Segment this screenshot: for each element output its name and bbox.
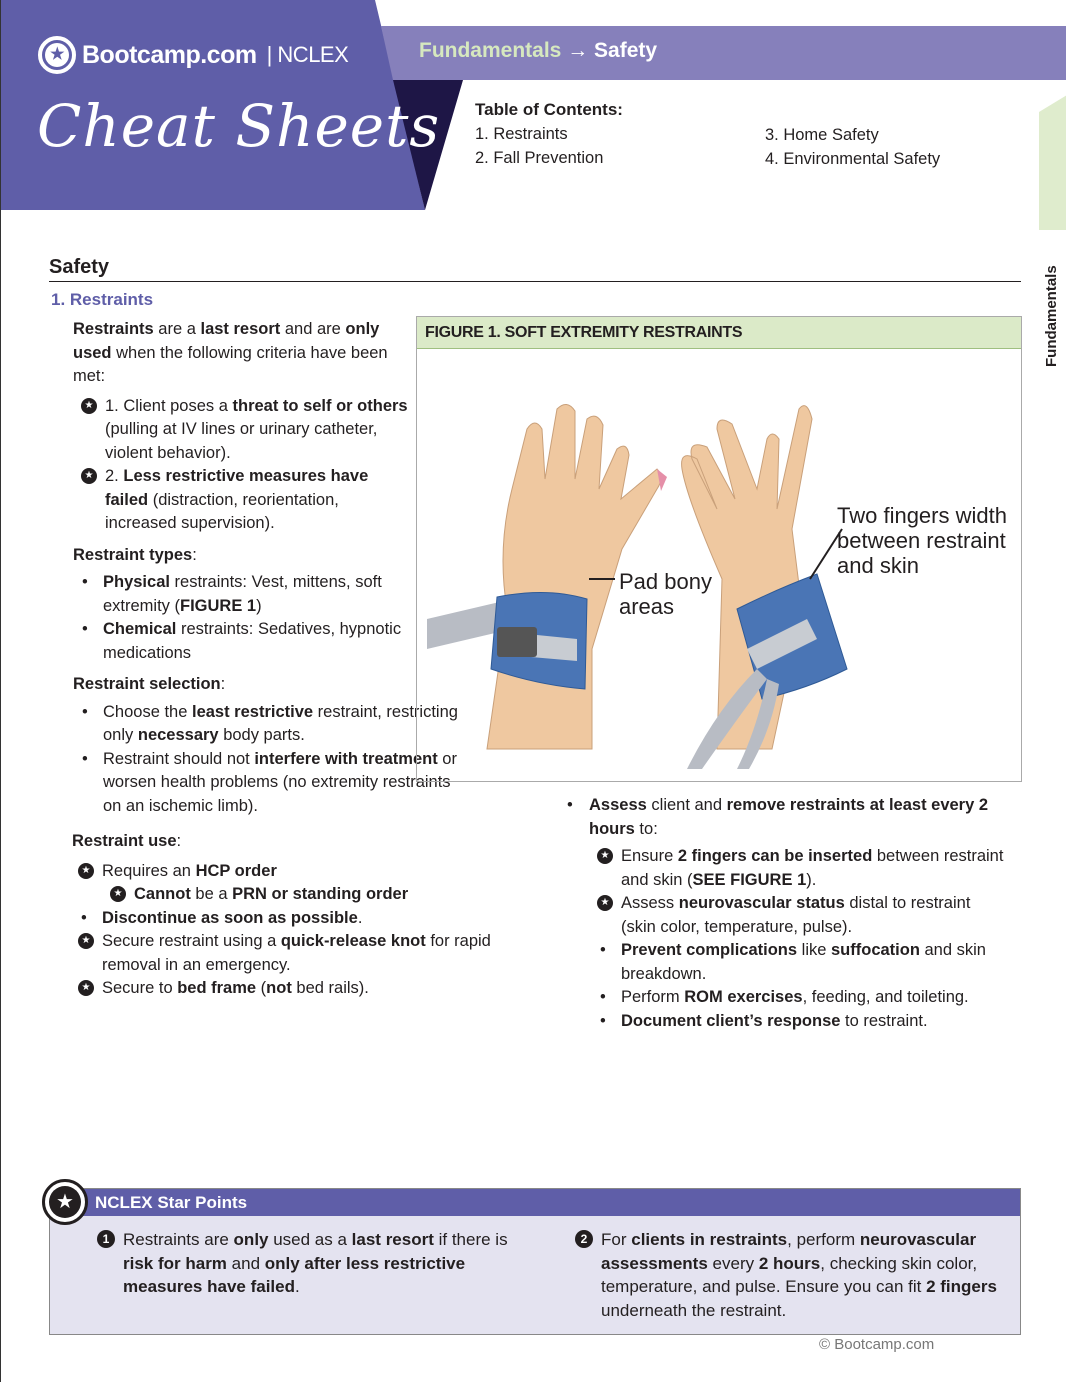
toc-item[interactable]: 4. Environmental Safety: [765, 150, 941, 168]
text-segment: , feeding, and toileting.: [802, 988, 969, 1006]
text-segment: Requires an: [102, 861, 196, 880]
emphasis-text: Document client’s response: [621, 1011, 841, 1030]
emphasis-text: Restraints: [73, 320, 154, 338]
list-item: [591, 892, 1007, 939]
text-segment: .: [357, 908, 363, 927]
bullet-icon: •: [567, 796, 573, 814]
text-segment: ).: [806, 870, 817, 889]
brand-product: | NCLEX: [266, 42, 349, 67]
star-point-text: [601, 1230, 997, 1320]
list-item-text: [102, 979, 369, 997]
text-segment: Ensure: [621, 847, 678, 865]
text-segment: , checking skin color, temperature, and pulse. Ensure you can fit: [601, 1253, 978, 1296]
emphasis-text: 2 hours: [758, 1253, 821, 1273]
breadcrumb-page: Safety: [594, 39, 658, 62]
list-item: [591, 939, 1007, 986]
types-text: [103, 620, 401, 662]
star-bullet-icon: ★: [81, 468, 97, 484]
emphasis-text: only after less restrictive measures have failed: [123, 1253, 466, 1296]
text-segment: body parts.: [218, 726, 305, 744]
bullet-icon: •: [82, 749, 88, 768]
text-segment: (pulling at IV lines or urinary catheter, violent behavior).: [105, 420, 378, 462]
breadcrumb-section: Fundamentals: [419, 39, 562, 62]
text-segment: Choose the: [103, 702, 192, 721]
section-title: Safety: [49, 256, 110, 278]
text-segment: (distraction, reorientation, increased supervision).: [105, 490, 339, 532]
emphasis-text: Assess: [589, 796, 647, 814]
star-bullet-icon: ★: [110, 886, 126, 902]
text-segment: restraint, restricting only: [103, 702, 458, 744]
figure-1: [416, 316, 1022, 782]
selection-heading-text: Restraint selection: [73, 675, 221, 693]
assess-lead: [567, 794, 1007, 841]
text-segment: and: [226, 1253, 265, 1273]
emphasis-text: threat to self or others: [232, 396, 408, 415]
figure-title: FIGURE 1. SOFT EXTREMITY RESTRAINTS: [417, 317, 1021, 349]
types-heading-text: Restraint types: [73, 545, 193, 564]
table-of-contents: [475, 98, 623, 170]
table-of-contents-col2: [765, 123, 940, 171]
text-segment: when the following criteria have been met:: [73, 343, 388, 385]
text-segment: .: [294, 1277, 300, 1296]
selection-text: [103, 750, 457, 815]
star-points-title: NCLEX Star Points: [50, 1189, 1020, 1216]
text-segment: if there is: [433, 1230, 508, 1249]
emphasis-text: neurovascular assessments: [601, 1230, 977, 1273]
text-segment: Secure to: [102, 979, 178, 997]
emphasis-text: Chemical: [103, 620, 177, 638]
text-segment: Restraint should not: [103, 749, 255, 768]
types-item: [73, 571, 413, 618]
list-item-text: [102, 909, 362, 927]
text-segment: used as a: [268, 1230, 352, 1249]
text-segment: restraints: Sedatives, hypnotic medications: [103, 620, 402, 662]
toc-item[interactable]: 3. Home Safety: [765, 126, 879, 144]
emphasis-text: SEE FIGURE 1: [692, 870, 807, 889]
use-heading: Restraint use:: [72, 832, 182, 850]
types-heading: Restraint types:: [73, 545, 197, 564]
text-segment: Perform: [621, 988, 685, 1006]
list-item-text: [621, 988, 969, 1006]
breadcrumb: [419, 39, 657, 63]
text-segment: underneath the restraint.: [601, 1300, 787, 1320]
list-item: [72, 907, 532, 931]
divider: [49, 281, 1021, 282]
emphasis-text: clients in restraints: [631, 1230, 788, 1249]
criteria-item: [75, 395, 413, 466]
bullet-icon: •: [600, 988, 606, 1006]
text-segment: every: [707, 1253, 759, 1273]
star-points-star-icon: ★: [42, 1179, 88, 1225]
list-item-text: [621, 1012, 928, 1030]
use-list: [72, 860, 532, 1001]
text-segment: for rapid removal in an emergency.: [102, 932, 491, 974]
text-segment: restraints: Vest, mittens, soft extremity (: [103, 573, 382, 615]
star-bullet-icon: ★: [78, 980, 94, 996]
text-segment: 2.: [105, 467, 124, 485]
star-bullet-icon: ★: [597, 895, 613, 911]
list-item-text: [134, 885, 408, 903]
selection-text: [103, 703, 458, 745]
emphasis-text: bed frame: [177, 979, 257, 997]
text-segment: Restraints are: [123, 1230, 234, 1249]
list-item: [104, 883, 532, 907]
text-segment: to restraint.: [840, 1011, 928, 1030]
text-segment: client and: [646, 796, 727, 814]
star-point-1: [97, 1228, 517, 1299]
emphasis-text: neurovascular status: [678, 894, 845, 912]
emphasis-text: Prevent complications: [621, 941, 798, 959]
emphasis-text: 2 fingers: [926, 1277, 997, 1296]
copyright: © Bootcamp.com: [819, 1336, 935, 1353]
cheat-sheets-title: Cheat Sheets: [37, 92, 441, 160]
types-item: [73, 618, 413, 665]
text-segment: between restraint and skin (: [621, 847, 1004, 889]
assess-lead-text: [589, 796, 988, 838]
list-item: [72, 930, 532, 977]
emphasis-text: ROM exercises: [684, 988, 803, 1006]
text-segment: like: [797, 941, 831, 959]
text-segment: or worsen health problems (no extremity restraints on an ischemic limb).: [103, 749, 457, 815]
toc-title: Table of Contents:: [475, 100, 623, 119]
emphasis-text: last resort: [200, 320, 281, 338]
text-segment: bed rails).: [291, 979, 369, 997]
list-item-text: [621, 847, 1003, 889]
bullet-icon: •: [600, 941, 606, 959]
left-column: [73, 318, 458, 818]
emphasis-text: 2 fingers can be inserted: [677, 847, 873, 865]
emphasis-text: HCP order: [195, 861, 277, 880]
emphasis-text: quick-release knot: [280, 932, 426, 950]
subsection-title: 1. Restraints: [51, 290, 154, 309]
emphasis-text: remove restraints at least every 2 hours: [589, 796, 989, 838]
emphasis-text: not: [266, 979, 292, 997]
types-text: [103, 573, 382, 615]
star-bullet-icon: ★: [78, 863, 94, 879]
list-item: [591, 1010, 1007, 1034]
text-segment: and are: [280, 320, 346, 338]
text-segment: 1. Client poses a: [105, 396, 233, 415]
emphasis-text: last resort: [351, 1230, 434, 1249]
text-segment: are a: [153, 320, 201, 338]
emphasis-text: Physical: [103, 573, 170, 591]
breadcrumb-arrow: →: [567, 39, 589, 62]
list-item: [591, 986, 1007, 1010]
toc-item[interactable]: 2. Fall Prevention: [475, 149, 604, 167]
assessment-section: [567, 794, 1007, 1033]
selection-item: [73, 701, 463, 748]
label-two-fingers: Two fingers width between restraint and skin: [837, 503, 1007, 578]
text-segment: distal to restraint (skin color, temperature, pulse).: [621, 894, 971, 936]
list-item: [72, 977, 532, 1001]
intro-text: [73, 318, 413, 389]
restraint-use: [72, 830, 532, 1001]
emphasis-text: Discontinue as soon as possible: [102, 908, 358, 927]
criteria-text: [105, 397, 408, 462]
assess-list: [591, 845, 1007, 1033]
emphasis-text: Less restrictive measures have failed: [105, 467, 369, 509]
number-1-icon: 1: [97, 1230, 115, 1248]
emphasis-text: suffocation: [831, 941, 920, 959]
star-point-text: [123, 1230, 508, 1296]
star-logo-icon: ★: [38, 36, 76, 74]
use-heading-text: Restraint use: [72, 832, 177, 850]
text-segment: be a: [190, 885, 233, 903]
bullet-icon: •: [82, 702, 88, 721]
star-point-2: [575, 1228, 1005, 1322]
text-segment: to:: [634, 819, 658, 838]
list-item-text: [102, 862, 277, 880]
emphasis-text: interfere with treatment: [254, 749, 438, 768]
text-segment: For: [601, 1230, 632, 1249]
list-item: [591, 845, 1007, 892]
emphasis-text: only used: [73, 320, 380, 362]
product-name: NCLEX: [277, 42, 349, 67]
bullet-icon: •: [81, 908, 87, 927]
label-pad-bony-areas: Pad bony areas: [619, 569, 712, 619]
text-segment: ): [256, 596, 262, 615]
star-bullet-icon: ★: [597, 848, 613, 864]
bullet-icon: •: [600, 1011, 606, 1030]
emphasis-text: necessary: [137, 726, 219, 744]
criteria-item: [75, 465, 413, 536]
number-2-icon: 2: [575, 1230, 593, 1248]
text-segment: , perform: [787, 1230, 860, 1249]
text-segment: Assess: [621, 894, 679, 912]
text-segment: (: [256, 979, 267, 997]
list-item-text: [621, 894, 970, 936]
emphasis-text: only: [233, 1230, 269, 1249]
star-bullet-icon: ★: [78, 933, 94, 949]
list-item-text: [102, 932, 491, 974]
brand-logo: [38, 36, 348, 74]
bullet-icon: •: [82, 620, 88, 638]
emphasis-text: Cannot: [134, 885, 191, 903]
text-segment: Secure restraint using a: [102, 932, 281, 950]
brand-name: Bootcamp.com: [82, 40, 257, 69]
side-tab-label: Fundamentals: [1043, 265, 1060, 367]
emphasis-text: PRN or standing order: [232, 885, 409, 903]
side-tab: [1039, 95, 1066, 367]
selection-item: [73, 748, 463, 819]
criteria-text: [105, 467, 368, 532]
list-item-text: [621, 941, 986, 983]
selection-heading: Restraint selection:: [73, 675, 226, 693]
emphasis-text: risk for harm: [123, 1253, 227, 1273]
emphasis-text: FIGURE 1: [180, 596, 257, 615]
star-bullet-icon: ★: [81, 398, 97, 414]
bullet-icon: •: [82, 573, 88, 591]
text-segment: and skin breakdown.: [621, 941, 986, 983]
list-item: [72, 860, 532, 884]
emphasis-text: least restrictive: [191, 702, 314, 721]
toc-item[interactable]: 1. Restraints: [475, 125, 568, 143]
